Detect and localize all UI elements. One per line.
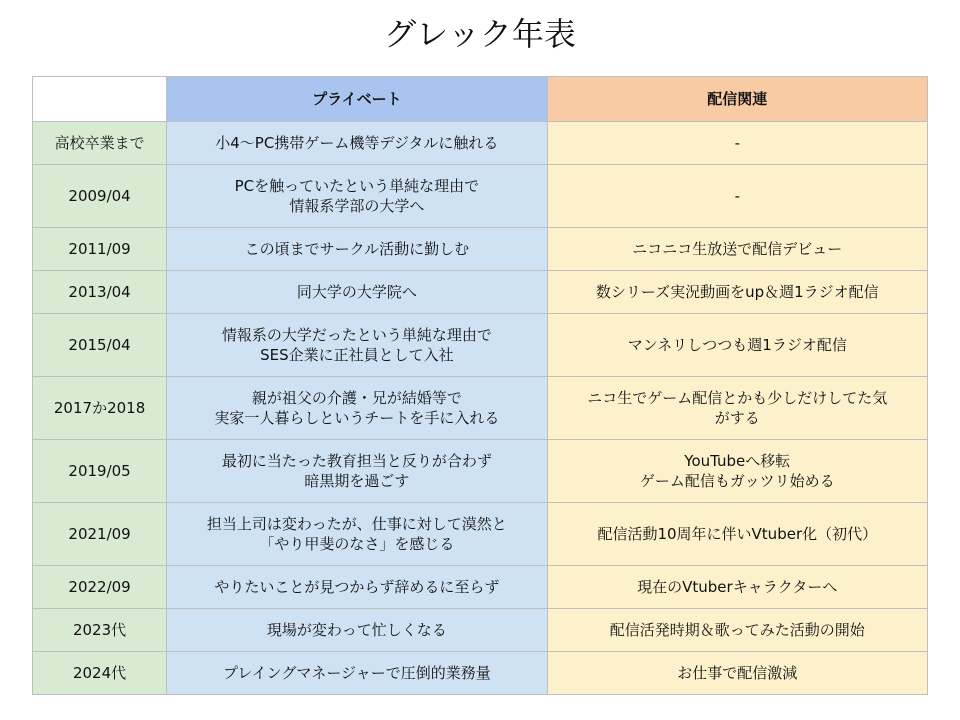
private-text: やりたいことが見つからず辞めるに至らず [214,578,500,596]
date-cell: 2024代 [33,652,167,695]
date-cell: 2022/09 [33,566,167,609]
private-cell [167,609,547,652]
private-cell [167,377,547,440]
header-streaming: 配信関連 [547,77,927,122]
table-row [33,377,928,440]
private-text: 同大学の大学院へ [296,283,417,301]
table-row [33,271,928,314]
timeline-table [32,76,928,695]
streaming-text: YouTubeへ移転 ゲーム配信もガッツリ始める [639,452,835,490]
private-cell [167,228,547,271]
streaming-cell [547,122,927,165]
streaming-cell [547,440,927,503]
date-cell: 2013/04 [33,271,167,314]
private-text: 情報系の大学だったという単純な理由で SES企業に正社員として入社 [221,326,492,364]
streaming-cell [547,271,927,314]
date-cell: 2023代 [33,609,167,652]
private-text: 最初に当たった教育担当と反りが合わず 暗黒期を過ごす [221,452,492,490]
table-row [33,165,928,228]
private-text: 親が祖父の介護・兄が結婚等で 実家一人暮らしというチートを手に入れる [214,389,500,427]
streaming-cell [547,503,927,566]
private-text: この頃までサークル活動に勤しむ [244,240,470,258]
streaming-text: マンネリしつつも週1ラジオ配信 [627,336,847,354]
streaming-cell [547,314,927,377]
streaming-text: お仕事で配信激減 [677,664,798,682]
streaming-text: 現在のVtuberキャラクターへ [637,578,838,596]
table-row [33,503,928,566]
streaming-text: ニコ生でゲーム配信とかも少しだけしてた気 がする [587,389,888,427]
header-private: プライベート [167,77,547,122]
table-row [33,228,928,271]
private-cell [167,652,547,695]
table-row [33,609,928,652]
private-cell [167,165,547,228]
date-cell: 2011/09 [33,228,167,271]
private-cell [167,271,547,314]
date-cell: 2017か2018 [33,377,167,440]
streaming-cell [547,566,927,609]
table-row [33,652,928,695]
date-cell: 2019/05 [33,440,167,503]
date-cell: 2021/09 [33,503,167,566]
date-cell: 高校卒業まで [33,122,167,165]
table-row [33,314,928,377]
date-cell: 2015/04 [33,314,167,377]
private-cell [167,566,547,609]
private-text: 小4〜PC携帯ゲーム機等デジタルに触れる [215,134,499,152]
streaming-text: - [734,134,740,152]
private-cell [167,503,547,566]
private-text: 現場が変わって忙しくなる [266,621,447,639]
date-cell: 2009/04 [33,165,167,228]
streaming-cell [547,228,927,271]
streaming-cell [547,609,927,652]
private-cell [167,122,547,165]
private-cell [167,314,547,377]
table-row [33,566,928,609]
streaming-text: ニコニコ生放送で配信デビュー [632,240,843,258]
streaming-text: 配信活動10周年に伴いVtuber化（初代） [597,525,878,543]
streaming-text: 配信活発時期＆歌ってみた活動の開始 [609,621,865,639]
streaming-text: - [734,187,740,205]
table-row [33,440,928,503]
streaming-cell [547,165,927,228]
private-text: 担当上司は変わったが、仕事に対して漠然と 「やり甲斐のなさ」を感じる [206,515,507,553]
page-title: グレック年表 [384,15,576,53]
streaming-text: 数シリーズ実況動画をup＆週1ラジオ配信 [595,283,879,301]
private-text: PCを触っていたという単純な理由で 情報系学部の大学へ [234,177,480,215]
streaming-cell [547,652,927,695]
streaming-cell [547,377,927,440]
header-date [33,77,167,122]
table-header-row [33,77,928,122]
private-text: プレイングマネージャーで圧倒的業務量 [222,664,491,682]
private-cell [167,440,547,503]
table-row [33,122,928,165]
